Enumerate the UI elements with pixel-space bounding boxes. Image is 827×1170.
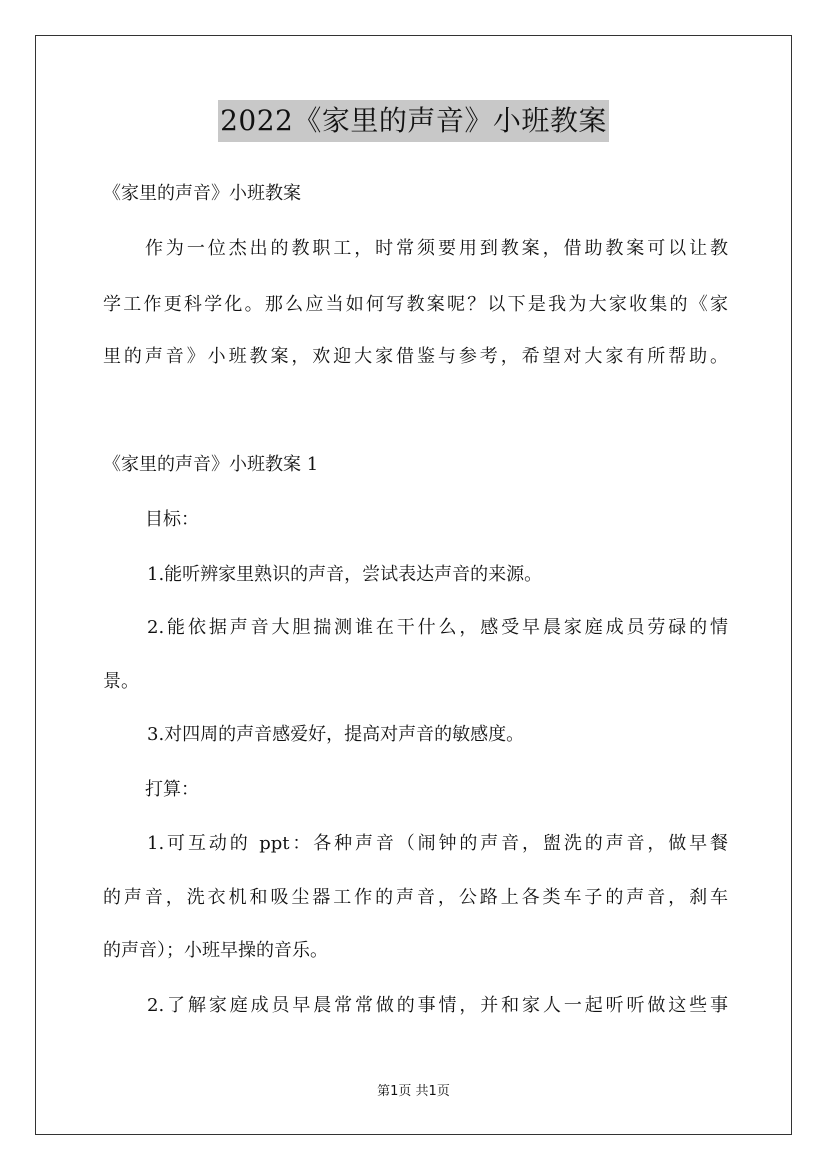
doc-line-goal-2-cont: 景。 [103, 671, 139, 692]
doc-line-goal-label: 目标： [145, 509, 199, 530]
page-footer: 第1页 共1页 [377, 1084, 450, 1099]
document-title: 2022《家里的声音》小班教案 [218, 100, 609, 142]
doc-line-section-heading: 《家里的声音》小班教案 1 [103, 454, 319, 475]
doc-line-prep-1-cont: 的声音，洗衣机和吸尘器工作的声音，公路上各类车子的声音，刹车 [103, 887, 728, 908]
doc-line-prep-1-end: 的声音）；小班早操的音乐。 [103, 940, 328, 961]
doc-line-prep-1: 1.可互动的 ppt：各种声音（闹钟的声音，盥洗的声音，做早餐 [147, 833, 728, 854]
title-container [0, 100, 827, 142]
doc-line-prep-2: 2.了解家庭成员早晨常常做的事情，并和家人一起听听做这些事 [147, 995, 728, 1016]
doc-line-prep-label: 打算： [145, 779, 199, 800]
doc-line-goal-1: 1.能听辨家里熟识的声音，尝试表达声音的来源。 [147, 564, 543, 585]
doc-line-intro-2: 学工作更科学化。那么应当如何写教案呢？以下是我为大家收集的《家 [103, 294, 728, 315]
doc-line-heading: 《家里的声音》小班教案 [103, 183, 301, 204]
doc-line-intro-3: 里的声音》小班教案，欢迎大家借鉴与参考，希望对大家有所帮助。 [103, 346, 728, 367]
doc-line-goal-2: 2.能依据声音大胆揣测谁在干什么，感受早晨家庭成员劳碌的情 [147, 617, 728, 638]
doc-line-intro-1: 作为一位杰出的教职工，时常须要用到教案，借助教案可以让教 [145, 238, 728, 259]
doc-line-goal-3: 3.对四周的声音感爱好，提高对声音的敏感度。 [147, 724, 525, 745]
